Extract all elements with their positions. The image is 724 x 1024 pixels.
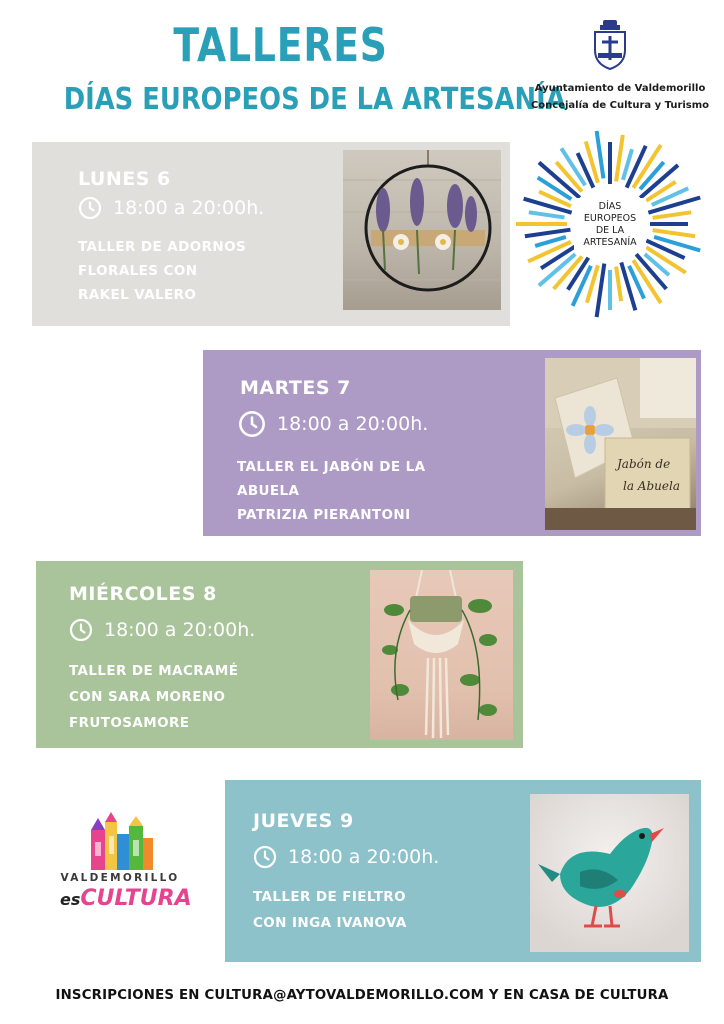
handmade-soap-photo bbox=[545, 358, 696, 530]
logo-ray bbox=[597, 131, 604, 179]
floral-wreath-photo bbox=[343, 150, 501, 310]
workshop-line: CON INGA IVANOVA bbox=[253, 915, 407, 931]
macrame-planter-photo bbox=[370, 570, 513, 740]
logo-valdemorillo-text: VALDEMORILLO bbox=[60, 872, 180, 884]
workshop-day: LUNES 6 bbox=[78, 168, 171, 190]
logo-ray bbox=[525, 230, 571, 237]
logo-es-cultura-text bbox=[60, 886, 192, 911]
workshop-time: 18:00 a 20:00h. bbox=[104, 619, 256, 641]
workshop-line: ABUELA bbox=[237, 483, 300, 499]
workshop-line: FRUTOSAMORE bbox=[69, 715, 190, 731]
dias-europeos-logo bbox=[510, 128, 708, 320]
logo-ray bbox=[653, 230, 696, 236]
workshop-time: 18:00 a 20:00h. bbox=[277, 413, 429, 435]
logo-ray bbox=[616, 135, 623, 182]
logo-ray bbox=[616, 267, 621, 302]
workshop-time: 18:00 a 20:00h. bbox=[113, 197, 265, 219]
felt-bird-photo bbox=[530, 794, 689, 952]
workshop-line: RAKEL VALERO bbox=[78, 287, 197, 303]
workshop-line: TALLER DE ADORNOS bbox=[78, 239, 247, 255]
workshop-line: TALLER EL JABÓN DE LA bbox=[237, 459, 426, 475]
workshop-line: CON SARA MORENO bbox=[69, 689, 226, 705]
logo-cultura-text: CULTURA bbox=[80, 886, 192, 911]
org-line-1: Ayuntamiento de Valdemorillo bbox=[534, 83, 706, 94]
workshop-day: MIÉRCOLES 8 bbox=[69, 583, 217, 605]
page-subtitle: DÍAS EUROPEOS DE LA ARTESANÍA bbox=[63, 82, 566, 117]
page-title: TALLERES bbox=[173, 18, 388, 72]
logo-ray bbox=[529, 212, 565, 217]
logo-text-2: EUROPEOS bbox=[583, 213, 637, 224]
workshop-time-row bbox=[69, 618, 255, 642]
soap-label-2: la Abuela bbox=[623, 479, 680, 493]
clock-icon bbox=[238, 410, 266, 438]
workshop-description bbox=[253, 884, 407, 936]
registration-footer: INSCRIPCIONES EN CULTURA@AYTOVALDEMORILLO.COM Y EN CASA DE CULTURA bbox=[55, 988, 669, 1003]
logo-ray bbox=[621, 262, 635, 310]
workshop-time-row bbox=[78, 196, 264, 220]
logo-text-1: DÍAS bbox=[598, 201, 622, 212]
workshop-time-row bbox=[238, 410, 428, 438]
workshop-description bbox=[237, 455, 425, 527]
soap-label-1: Jabón de bbox=[617, 457, 671, 471]
workshop-day: JUEVES 9 bbox=[253, 810, 354, 832]
logo-text-3: DE LA bbox=[595, 225, 625, 236]
workshop-time-row bbox=[253, 845, 439, 869]
workshop-description bbox=[78, 235, 246, 307]
workshop-line: FLORALES CON bbox=[78, 263, 198, 279]
workshop-description bbox=[69, 658, 238, 736]
logo-es-text: es bbox=[60, 890, 81, 909]
clock-icon bbox=[69, 618, 93, 642]
clock-icon bbox=[253, 845, 277, 869]
logo-ray bbox=[648, 198, 700, 213]
organization-name bbox=[520, 80, 720, 114]
logo-ray bbox=[653, 212, 692, 218]
workshop-line: TALLER DE MACRAMÉ bbox=[69, 663, 239, 679]
org-line-2: Concejalía de Cultura y Turismo bbox=[530, 100, 710, 111]
workshop-line: TALLER DE FIELTRO bbox=[253, 889, 406, 905]
municipal-crest-icon bbox=[592, 20, 628, 70]
clock-icon bbox=[78, 196, 102, 220]
workshop-day: MARTES 7 bbox=[240, 377, 351, 399]
logo-text-4: ARTESANÍA bbox=[583, 237, 637, 248]
workshop-line: PATRIZIA PIERANTONI bbox=[237, 507, 411, 523]
workshop-time: 18:00 a 20:00h. bbox=[288, 846, 440, 868]
